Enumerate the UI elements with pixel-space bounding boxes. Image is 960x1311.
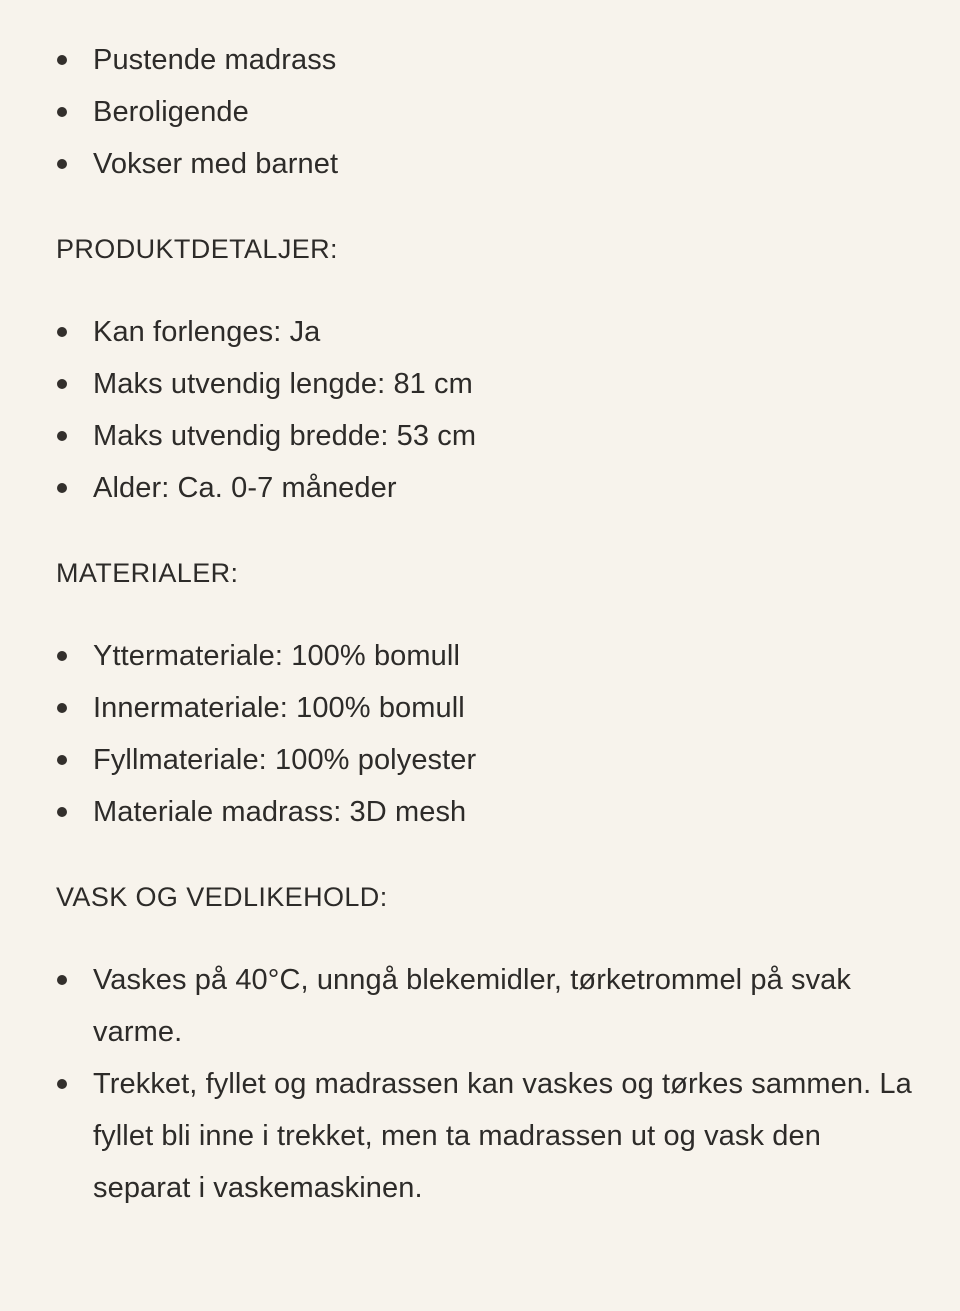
list-item: Trekket, fyllet og madrassen kan vaskes og tørkes sammen. La fyllet bli inne i trekket, men ta madrassen ut og vask den separat i vaskemaskinen. [56, 1058, 920, 1214]
list-item: Materiale madrass: 3D mesh [56, 786, 920, 838]
section-heading-materials: MATERIALER: [56, 558, 239, 588]
section-heading-product-details: PRODUKTDETALJER: [56, 234, 338, 264]
list-item: Maks utvendig bredde: 53 cm [56, 410, 920, 462]
spacer [56, 590, 920, 630]
spacer [56, 514, 920, 556]
list-item: Vaskes på 40°C, unngå blekemidler, tørketrommel på svak varme. [56, 954, 920, 1058]
list-item: Fyllmateriale: 100% polyester [56, 734, 920, 786]
materials-list [56, 630, 920, 838]
feature-list [56, 34, 920, 190]
spacer [56, 266, 920, 306]
list-item: Vokser med barnet [56, 138, 920, 190]
list-item: Kan forlenges: Ja [56, 306, 920, 358]
list-item: Pustende madrass [56, 34, 920, 86]
spacer [56, 838, 920, 880]
list-item: Alder: Ca. 0-7 måneder [56, 462, 920, 514]
spacer [56, 914, 920, 954]
list-item: Yttermateriale: 100% bomull [56, 630, 920, 682]
product-details-list [56, 306, 920, 514]
list-item: Beroligende [56, 86, 920, 138]
spacer [56, 190, 920, 232]
list-item: Maks utvendig lengde: 81 cm [56, 358, 920, 410]
list-item: Innermateriale: 100% bomull [56, 682, 920, 734]
care-list [56, 954, 920, 1214]
section-heading-care: VASK OG VEDLIKEHOLD: [56, 882, 388, 912]
